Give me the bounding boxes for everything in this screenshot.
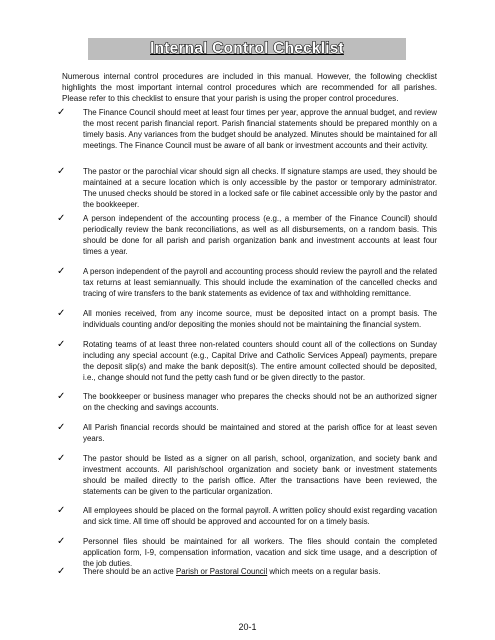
checkmark-icon: ✓ [57,266,66,277]
intro-paragraph: Numerous internal control procedures are included in this manual. However, the following checklist highlights the most important internal control procedures which are recommended for all parishes. Please refer to this checklist to ensure that your parish is using the proper control procedures. [62,72,437,104]
item-text-before: There should be an active [83,567,176,576]
checklist-item-text [83,567,437,578]
page-number: 20-1 [238,622,257,632]
page-title: Internal Control Checklist [150,40,344,57]
checkmark-icon: ✓ [57,166,66,177]
checkmark-icon: ✓ [57,391,66,402]
checklist-item-text: A person independent of the payroll and accounting process should review the payroll and the related tax returns at least semiannually. This should include the examination of the cancelled checks and tracing of wire transfers to the bank statements as evidence of tax and withholding remittance. [83,267,437,298]
item-text-after: which meets on a regular basis. [267,567,381,576]
checkmark-icon: ✓ [57,422,66,433]
checklist-item-text: A person independent of the accounting process (e.g., a member of the Finance Council) should periodically review the bank reconciliations, as well as all disbursements, on a random basis. This should be done for all parish and parish organization bank and investment accounts at least four times a year. [83,214,437,256]
checklist-item-text: All employees should be placed on the formal payroll. A written policy should exist regarding vacation and sick time. All time off should be approved and accounted for on a timely basis. [83,506,437,526]
checklist-item-text: All monies received, from any income source, must be deposited intact on a prompt basis. The individuals counting and/or depositing the monies should not be maintaining the financial system. [83,309,437,329]
checklist-item-text: The pastor should be listed as a signer on all parish, school, organization, and society bank and investment accounts. All parish/school organization and society bank or investment statements should be mailed directly to the parish office. After the transactions have been reviewed, the statements can be given to the particular organization. [83,454,437,496]
checkmark-icon: ✓ [57,536,66,547]
checklist-item-text: Rotating teams of at least three non-related counters should count all of the collections on Sunday including any special account (e.g., Capital Drive and Catholic Services Appeal) payments, prepare the deposit slip(s) and make the bank deposit(s). The entire amount collected should be deposited, i.e., change should not fund the petty cash fund or be given directly to the pastor. [83,340,437,382]
checklist-item-text: The pastor or the parochial vicar should sign all checks. If signature stamps are used, they should be maintained at a secure location which is only accessible by the pastor or temporary administrator. The unused checks should be stored in a locked safe or file cabinet accessible only by the pastor and the bookkeeper. [83,167,437,209]
checkmark-icon: ✓ [57,339,66,350]
checklist-item-text: The Finance Council should meet at least four times per year, approve the annual budget, and review the most recent parish financial report. Parish financial statements should be prepared monthly on a timely basis. Any variances from the budget should be analyzed. Minutes should be maintained for all meetings. The Finance Council must be aware of all bank or investment accounts and their activity. [83,108,437,150]
checklist-item-text: The bookkeeper or business manager who prepares the checks should not be an authorized signer on the checking and savings accounts. [83,392,437,412]
council-link-text: Parish or Pastoral Council [176,567,268,576]
checkmark-icon: ✓ [57,308,66,319]
checkmark-icon: ✓ [57,453,66,464]
checklist-item-text: Personnel files should be maintained for all workers. The files should contain the completed application form, I-9, compensation information, vacation and sick time usage, and a description of the job duties. [83,537,437,568]
title-banner [88,38,406,60]
checkmark-icon: ✓ [57,505,66,516]
checkmark-icon: ✓ [57,566,66,577]
checkmark-icon: ✓ [57,213,66,224]
checklist-item-text: All Parish financial records should be maintained and stored at the parish office for at least seven years. [83,423,437,443]
checkmark-icon: ✓ [57,107,66,118]
